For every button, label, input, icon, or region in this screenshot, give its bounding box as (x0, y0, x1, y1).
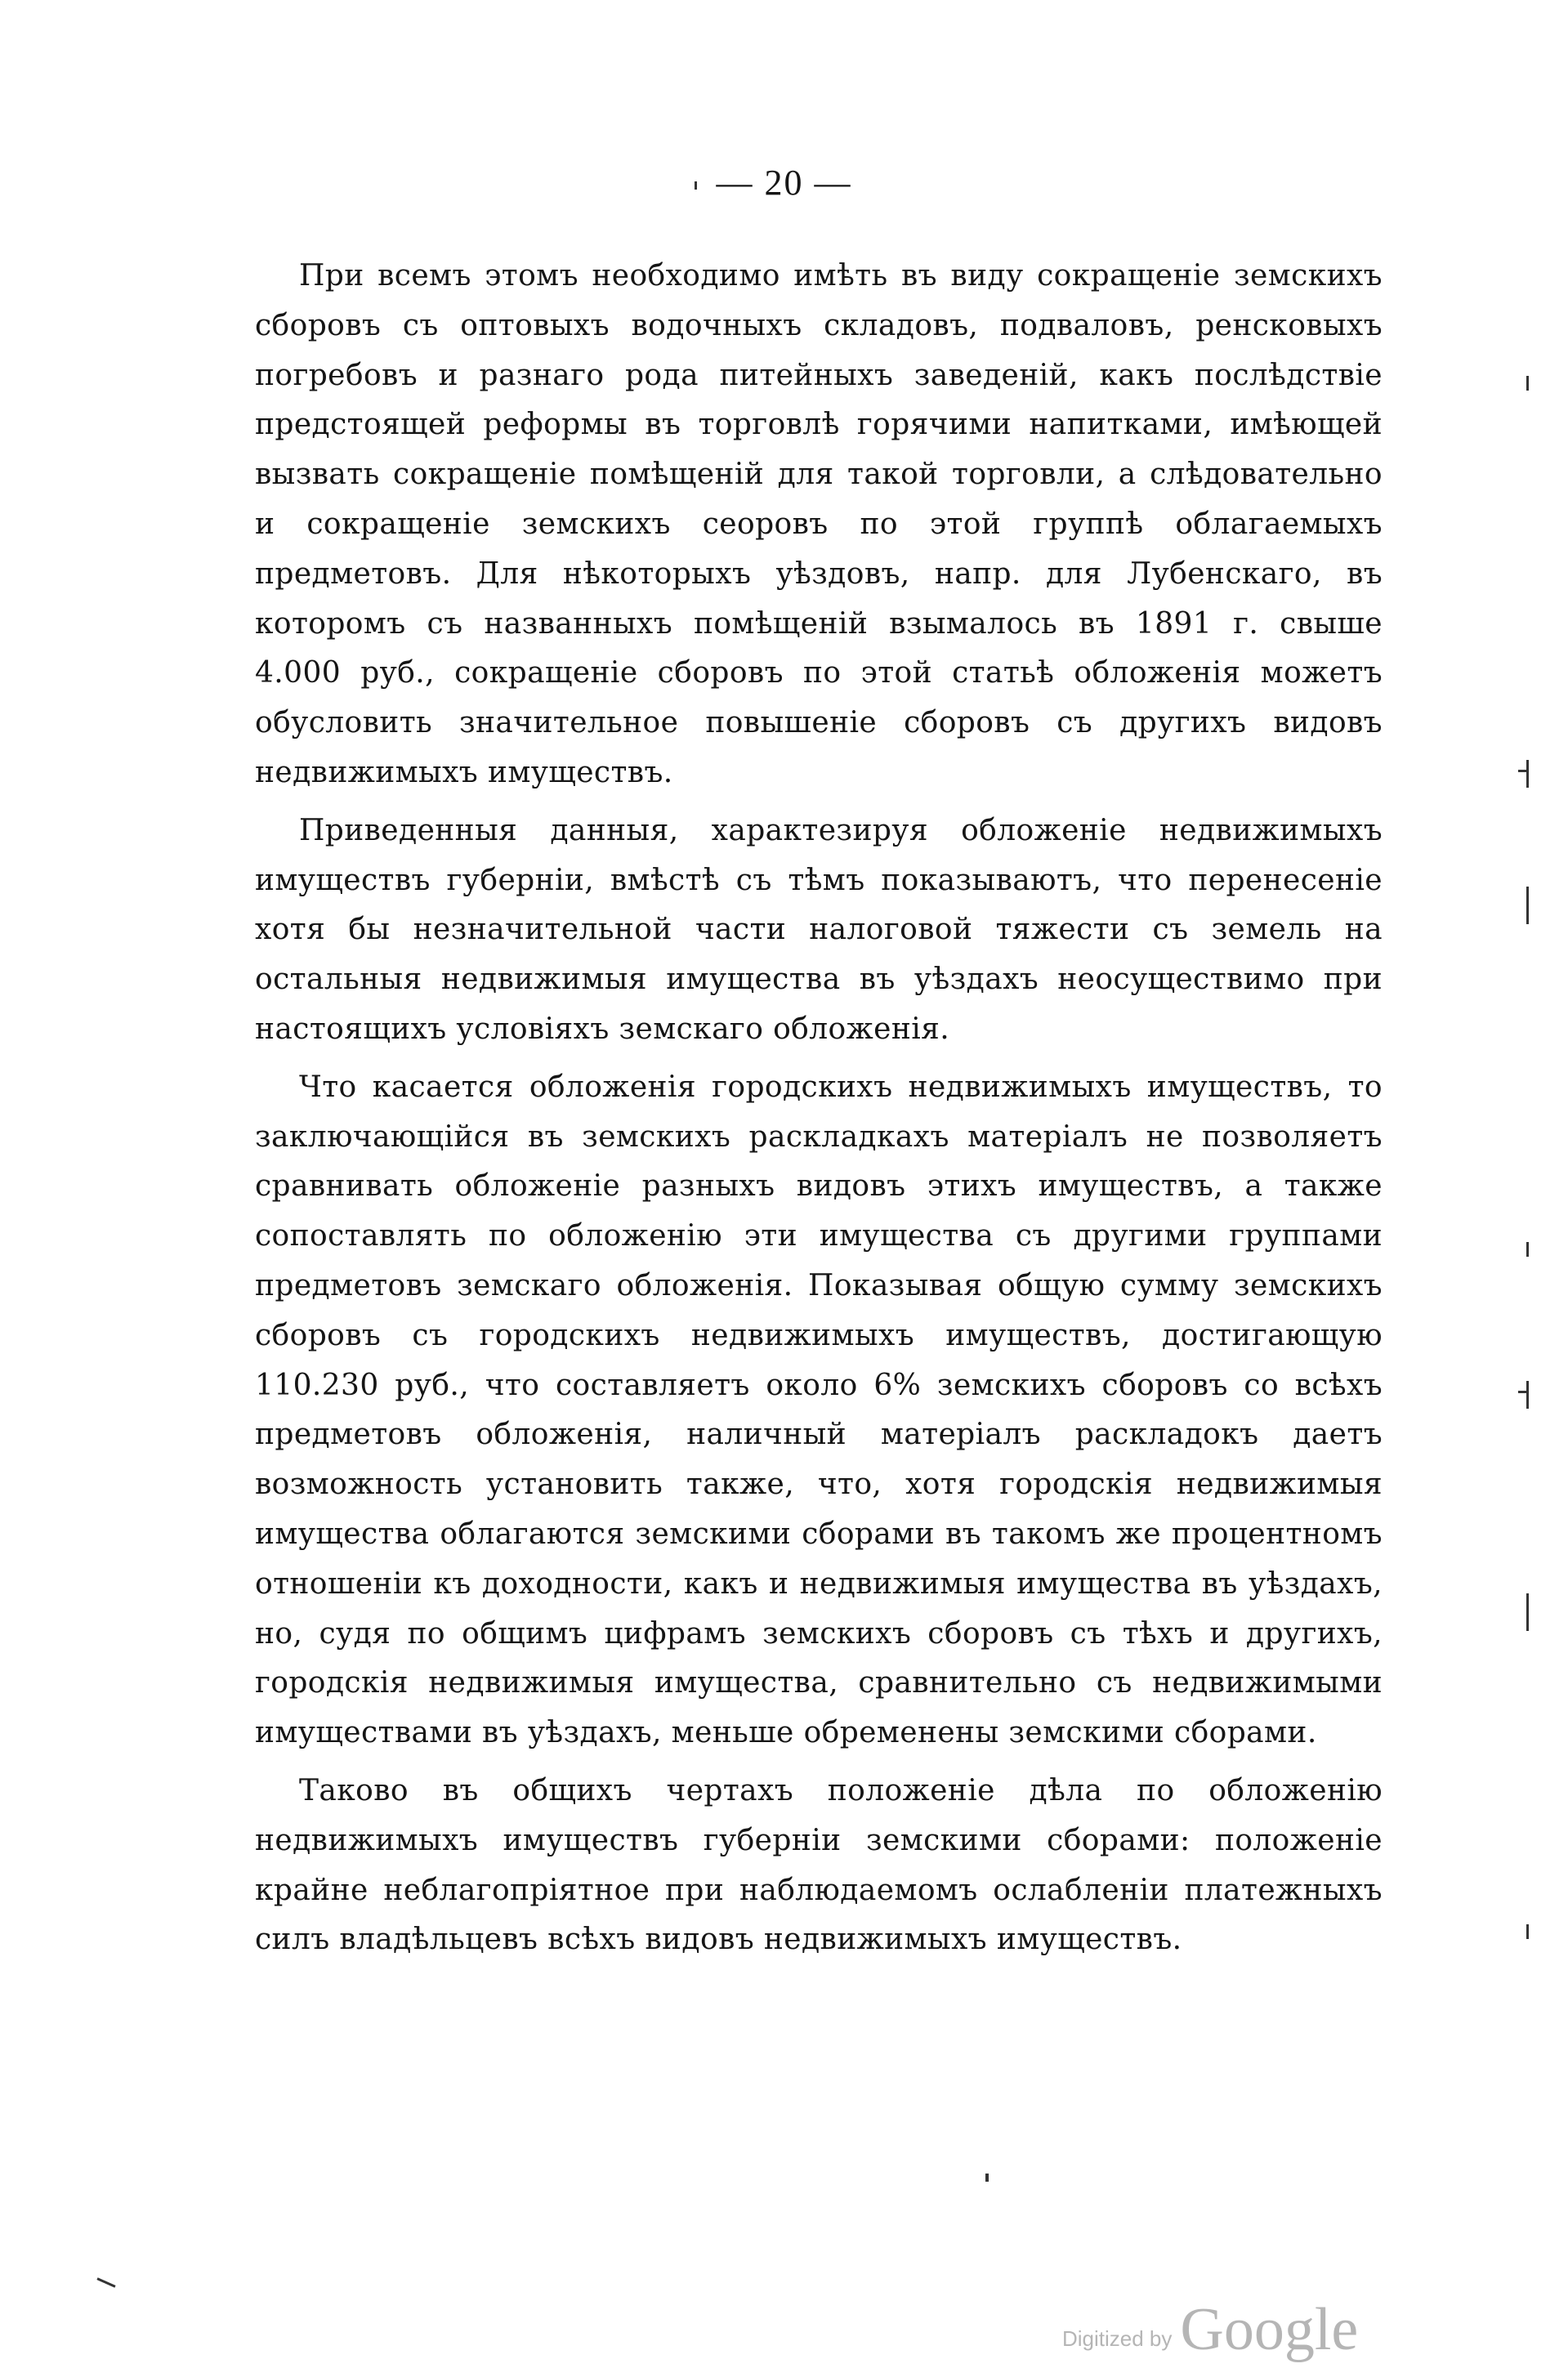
paragraph-3: Что касается обложенія городскихъ недвижимыхъ имуществъ, то заключающійся въ земскихъ раскладкахъ матеріалъ не позволяетъ сравнивать обложеніе разныхъ видовъ этихъ имуществъ, а также сопоставлять по обложенію эти имущества съ другими группами предметовъ земскаго обложенія. Показывая общую сумму земскихъ сборовъ съ городскихъ недвижимыхъ имуществъ, достигающую 110.230 руб., что составляетъ около 6% земскихъ сборовъ со всѣхъ предметовъ обложенія, наличный матеріалъ раскладокъ даетъ возможность установить также, что, хотя городскія недвижимыя имущества облагаются земскими сборами въ такомъ же процентномъ отношеніи къ доходности, какъ и недвижимыя имущества въ уѣздахъ, но, судя по общимъ цифрамъ земскихъ сборовъ съ тѣхъ и другихъ, городскія недвижимыя имущества, сравнительно съ недвижимыми имуществами въ уѣздахъ, меньше обременены земскими сборами. (255, 1070, 1383, 1750)
paragraph-1: При всемъ этомъ необходимо имѣть въ виду сокращеніе земскихъ сборовъ съ оптовыхъ водочныхъ складовъ, подваловъ, ренсковыхъ погребовъ и разнаго рода питейныхъ заведеній, какъ послѣдствіе предстоящей реформы въ торговлѣ горячими напитками, имѣющей вызвать сокращеніе помѣщеній для такой торговли, а слѣдовательно и сокращеніе земскихъ сеоровъ по этой группѣ облагаемыхъ предметовъ. Для нѣкоторыхъ уѣздовъ, напр. для Лубенскаго, въ которомъ съ названныхъ помѣщеній взымалось въ 1891 г. свыше 4.000 руб., сокращеніе сборовъ по этой статьѣ обложенія можетъ обусловить значительное повышеніе сборовъ съ другихъ видовъ недвижимыхъ имуществъ. (255, 259, 1383, 789)
scan-edge-mark (1526, 1242, 1529, 1257)
page-number: — 20 — (716, 163, 852, 203)
paragraph-2: Приведенныя данныя, характезируя обложеніе недвижимыхъ имуществъ губерніи, вмѣстѣ съ тѣмъ показываютъ, что перенесеніе хотя бы незначительной части налоговой тяжести съ земель на остальныя недвижимыя имущества въ уѣздахъ неосуществимо при настоящихъ условіяхъ земскаго обложенія. (255, 813, 1383, 1046)
body-text (255, 252, 1383, 1965)
google-watermark (1062, 2294, 1389, 2363)
paragraph-4: Таково въ общихъ чертахъ положеніе дѣла по обложенію недвижимыхъ имуществъ губерніи земскими сборами: положеніе крайне неблагопріятное при наблюдаемомъ ослабленіи платежныхъ силъ владѣльцевъ всѣхъ видовъ недвижимыхъ имуществъ. (255, 1773, 1383, 1957)
scan-speck (985, 2174, 989, 2182)
scan-speck (695, 181, 697, 190)
scan-edge-mark (1526, 1593, 1529, 1631)
scan-edge-mark (1526, 1381, 1529, 1409)
watermark-brand: Google (1180, 2296, 1359, 2363)
scan-edge-mark (1526, 1924, 1529, 1939)
scan-edge-mark (1526, 760, 1529, 788)
watermark-prefix: Digitized by (1062, 2326, 1173, 2351)
scan-edge-mark (1526, 376, 1529, 391)
scan-edge-mark (1526, 887, 1529, 924)
scan-speck (96, 2277, 115, 2288)
